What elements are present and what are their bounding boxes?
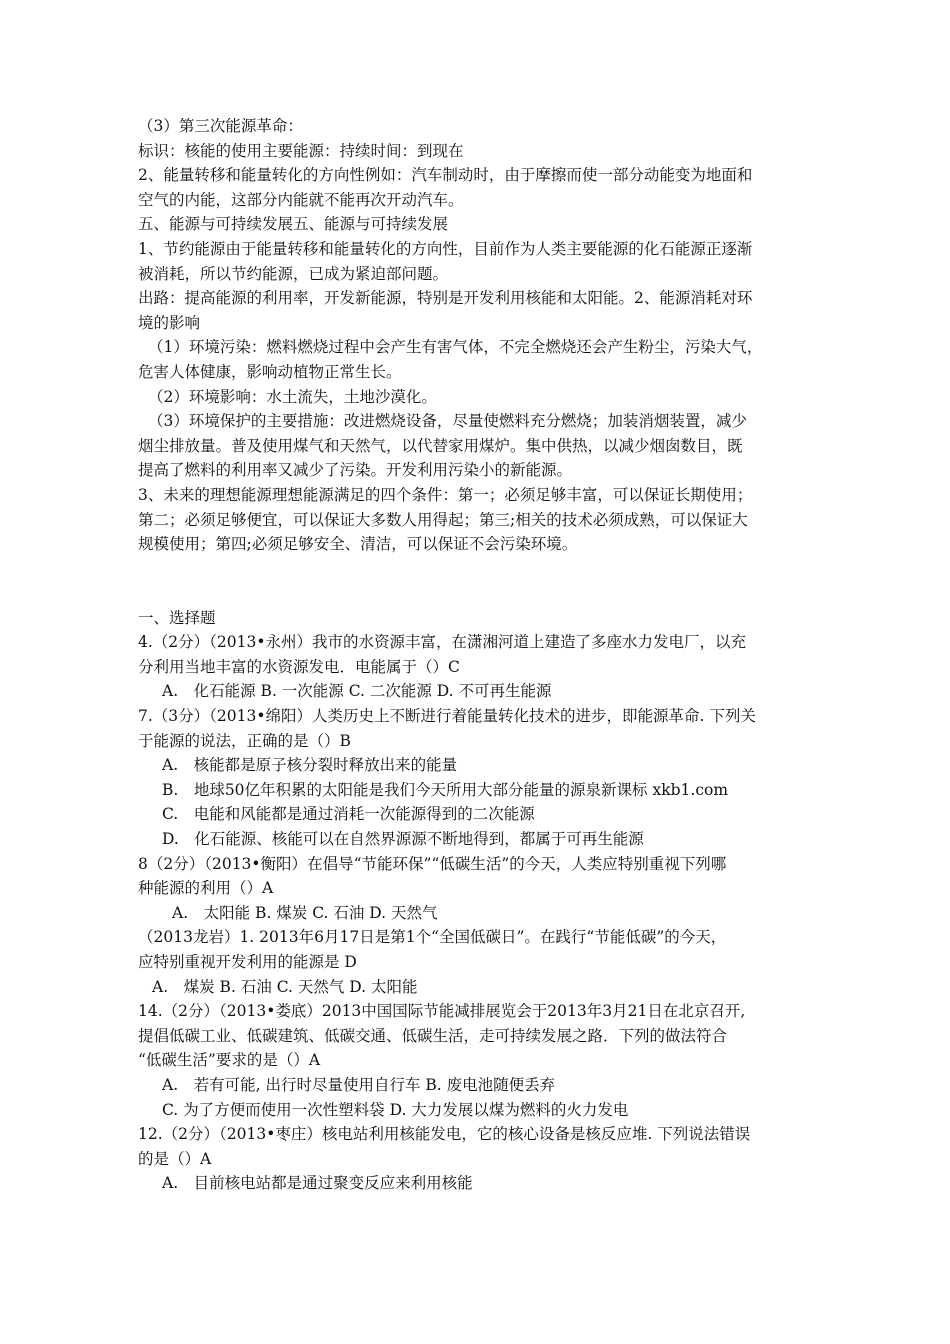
section-heading-choice: 一、选择题	[138, 608, 216, 627]
text-line: 第二；必须足够便宜，可以保证大多数人用得起；第三;相关的技术必须成熟，可以保证大	[138, 510, 748, 529]
subheading-third-revolution: （3）第三次能源革命：	[138, 117, 303, 135]
blank-gap	[138, 557, 828, 606]
text-line: 危害人体健康，影响动植物正常生长。	[138, 362, 402, 381]
text-line: 出路：提高能源的利用率，开发新能源，特别是开发利用核能和太阳能。2、能源消耗对环	[138, 289, 753, 308]
text-line: 空气的内能，这部分内能就不能再次开动汽车。	[138, 190, 464, 209]
text-line: （2）环境影响：水土流失，土地沙漠化。	[148, 387, 437, 406]
question-7-option-c: C. 电能和风能都是通过消耗一次能源得到的二次能源	[162, 805, 535, 824]
text-line: 规模使用；第四;必须足够安全、清洁，可以保证不会污染环境。	[138, 535, 578, 554]
question-7: 7.（3分）（2013•绵阳）人类历史上不断进行着能量转化技术的进步，即能源革命. 下列关	[138, 707, 756, 726]
question-longyan: （2013龙岩）1. 2013年6月17日是第1个“全国低碳日”。在践行“节能低碳”的今天，	[138, 928, 727, 947]
text-line: （3）环境保护的主要措施：改进燃烧设备，尽量使燃料充分燃烧；加装消烟装置，减少	[148, 412, 747, 431]
question-8: 8（2分）（2013•衡阳）在倡导“节能环保”“低碳生活”的今天，人类应特别重视下列哪	[138, 854, 727, 873]
question-7-cont: 于能源的说法，正确的是（）B	[138, 731, 351, 750]
question-7-option-a: A. 核能都是原子核分裂时释放出来的能量	[162, 756, 458, 775]
text-line: 被消耗，所以节约能源，已成为紧迫部问题。	[138, 264, 449, 283]
text-line: （1）环境污染：燃料燃烧过程中会产生有害气体，不完全燃烧还会产生粉尘，污染大气，	[148, 338, 763, 357]
text-line: 标识：核能的使用主要能源：持续时间：到现在	[138, 141, 464, 160]
question-7-option-b: B. 地球50亿年积累的太阳能是我们今天所用大部分能量的源泉新课标 xkb1.com	[162, 780, 729, 799]
question-8-options: A. 太阳能 B. 煤炭 C. 石油 D. 天然气	[172, 903, 438, 922]
question-4-options: A. 化石能源 B. 一次能源 C. 二次能源 D. 不可再生能源	[162, 682, 552, 701]
question-14: 14.（2分）（2013•娄底）2013中国国际节能减排展览会于2013年3月21日在北京召开,	[138, 1002, 746, 1021]
question-12-cont: 的是（）A	[138, 1149, 212, 1168]
question-7-option-d: D. 化石能源、核能可以在自然界源源不断地得到，都属于可再生能源	[162, 830, 644, 849]
document-body	[138, 114, 828, 1196]
text-line: 境的影响	[138, 313, 201, 332]
text-line: 3、未来的理想能源理想能源满足的四个条件：第一；必须足够丰富，可以保证长期使用；	[138, 485, 753, 504]
question-8-cont: 种能源的利用（）A	[138, 879, 274, 898]
question-4: 4.（2分）（2013•永州）我市的水资源丰富，在潇湘河道上建造了多座水力发电厂，以充	[138, 633, 746, 652]
question-longyan-cont: 应特别重视开发利用的能源是 D	[138, 953, 357, 971]
text-line: 2、能量转移和能量转化的方向性例如：汽车制动时，由于摩擦而使一部分动能变为地面和	[138, 166, 753, 185]
text-line: 1、节约能源由于能量转移和能量转化的方向性，目前作为人类主要能源的化石能源正逐渐	[138, 239, 753, 258]
question-14-cont: “低碳生活”要求的是（）A	[138, 1051, 321, 1070]
text-line: 提高了燃料的利用率又减少了污染。开发利用污染小的新能源。	[138, 461, 573, 480]
question-4-cont: 分利用当地丰富的水资源发电．电能属于（）C	[138, 657, 460, 676]
question-14-cont: 提倡低碳工业、低碳建筑、低碳交通、低碳生活，走可持续发展之路．下列的做法符合	[138, 1026, 728, 1045]
question-14-options-ab: A. 若有可能, 出行时尽量使用自行车 B. 废电池随便丢弃	[162, 1075, 556, 1094]
question-12-option-a: A. 目前核电站都是通过聚变反应来利用核能	[162, 1174, 473, 1193]
text-line: 烟尘排放量。普及使用煤气和天然气，以代替家用煤炉。集中供热，以减少烟囱数目，既	[138, 436, 743, 455]
section-heading-five: 五、能源与可持续发展五、能源与可持续发展	[138, 215, 449, 234]
question-14-options-cd: C. 为了方便而使用一次性塑料袋 D. 大力发展以煤为燃料的火力发电	[162, 1100, 629, 1119]
question-longyan-options: A. 煤炭 B. 石油 C. 天然气 D. 太阳能	[152, 977, 418, 996]
question-12: 12.（2分）（2013•枣庄）核电站利用核能发电，它的核心设备是核反应堆. 下列说法错误	[138, 1125, 751, 1144]
